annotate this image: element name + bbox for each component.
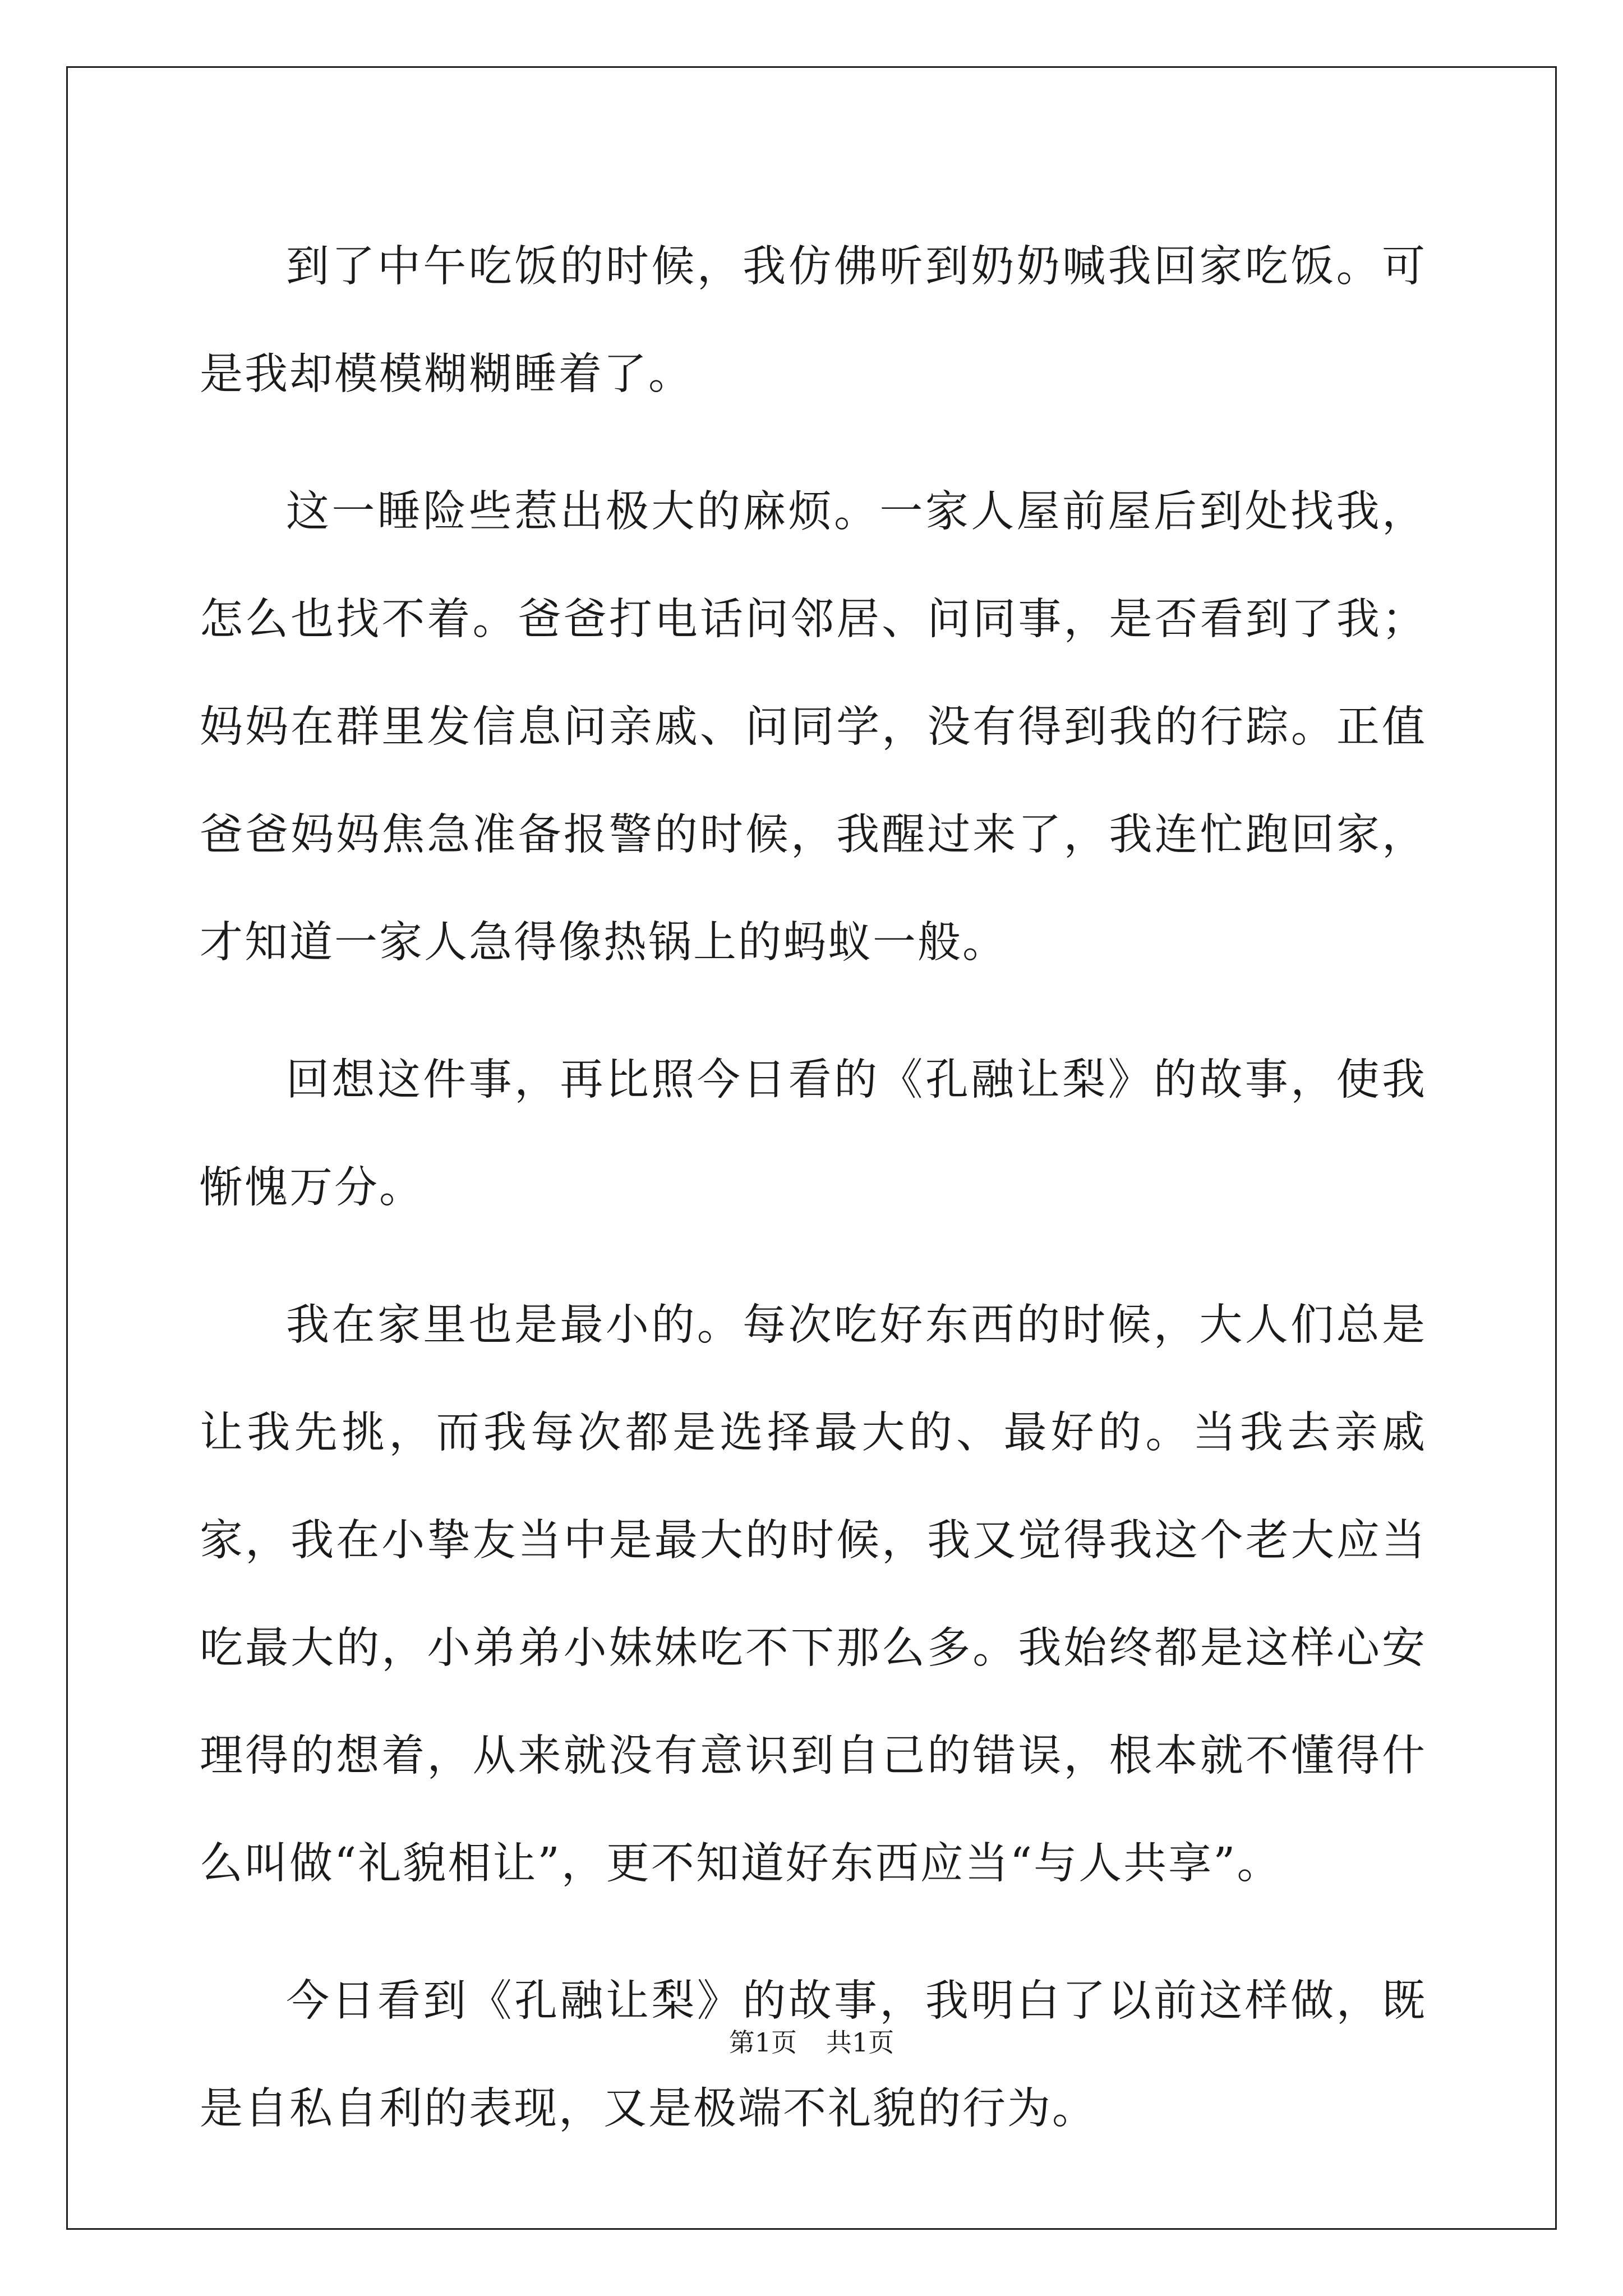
paragraph-4: 我在家里也是最小的。每次吃好东西的时候，大人们总是让我先挑，而我每次都是选择最大的、最好的。当我去亲戚家，我在小挚友当中是最大的时候，我又觉得我这个老大应当吃最大的，小弟弟小妹妹吃不下那么多。我始终都是这样心安理得的想着，从来就没有意识到自己的错误，根本就不懂得什么叫做“礼貌相让”，更不知道好东西应当“与人共享”。 — [200, 1300, 1427, 1889]
page-number-current: 第1页 — [728, 2027, 797, 2058]
paragraph-3: 回想这件事，再比照今日看的《孔融让梨》的故事，使我惭愧万分。 — [200, 1055, 1427, 1213]
page-number-total: 共1页 — [826, 2027, 895, 2058]
paragraph-2: 这一睡险些惹出极大的麻烦。一家人屋前屋后到处找我，怎么也找不着。爸爸打电话问邻居、问同事，是否看到了我；妈妈在群里发信息问亲戚、问同学，没有得到我的行踪。正值爸爸妈妈焦急准备报警的时候，我醒过来了，我连忙跑回家，才知道一家人急得像热锅上的蚂蚁一般。 — [200, 487, 1427, 968]
document-body — [200, 213, 1427, 2193]
paragraph-1: 到了中午吃饭的时候，我仿佛听到奶奶喊我回家吃饭。可是我却模模糊糊睡着了。 — [200, 242, 1427, 399]
paragraph-5: 今日看到《孔融让梨》的故事，我明白了以前这样做，既是自私自利的表现，又是极端不礼貌的行为。 — [200, 1976, 1427, 2134]
page-footer — [0, 2022, 1623, 2059]
